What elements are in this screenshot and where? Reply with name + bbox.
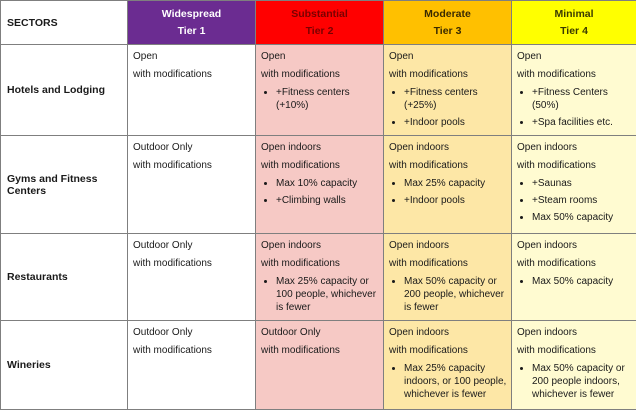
- tier-2-header: [256, 1, 384, 45]
- restriction-item: • Max 25% capacity indoors, or 100 people, whichever is fewer: [404, 362, 507, 401]
- tier-2-cell: [256, 321, 384, 410]
- restriction-item: • Max 25% capacity: [404, 177, 507, 190]
- tier-4-cell: [512, 234, 636, 321]
- sector-name: Restaurants: [1, 234, 128, 321]
- restriction-item: • Max 50% capacity: [532, 275, 632, 288]
- tier-1-cell: [128, 45, 256, 136]
- restriction-item: • +Fitness centers (+10%): [276, 86, 379, 112]
- status-line: with modifications: [517, 257, 632, 270]
- status-line: Open indoors: [261, 141, 379, 154]
- restriction-item: • Max 10% capacity: [276, 177, 379, 190]
- status-line: with modifications: [133, 68, 251, 81]
- tier-3-name: Moderate: [384, 6, 511, 23]
- status-line: Outdoor Only: [261, 326, 379, 339]
- status-line: with modifications: [261, 68, 379, 81]
- status-line: Open indoors: [389, 239, 507, 252]
- restriction-item: • Max 50% capacity: [532, 211, 632, 224]
- tier-3-cell: [384, 45, 512, 136]
- restriction-list: [517, 362, 632, 401]
- restriction-list: [517, 86, 632, 129]
- status-line: Open indoors: [517, 326, 632, 339]
- restriction-list: [389, 275, 507, 314]
- status-line: with modifications: [517, 159, 632, 172]
- table-row: [1, 321, 636, 410]
- tier-3-label: Tier 3: [384, 23, 511, 40]
- restriction-item: • +Saunas: [532, 177, 632, 190]
- status-line: with modifications: [133, 257, 251, 270]
- tier-1-cell: [128, 234, 256, 321]
- tier-1-name: Widespread: [128, 6, 255, 23]
- restriction-item: • Max 50% capacity or 200 people indoors, whichever is fewer: [532, 362, 632, 401]
- restriction-list: [261, 86, 379, 112]
- tier-4-cell: [512, 45, 636, 136]
- status-line: with modifications: [517, 344, 632, 357]
- restriction-list: [389, 177, 507, 207]
- status-line: with modifications: [517, 68, 632, 81]
- restriction-list: [261, 275, 379, 314]
- sector-name: Gyms and Fitness Centers: [1, 136, 128, 234]
- tier-2-name: Substantial: [256, 6, 383, 23]
- tier-4-cell: [512, 136, 636, 234]
- restriction-list: [389, 86, 507, 129]
- status-line: Outdoor Only: [133, 141, 251, 154]
- status-line: Open indoors: [517, 141, 632, 154]
- tier-1-label: Tier 1: [128, 23, 255, 40]
- status-line: with modifications: [389, 68, 507, 81]
- restriction-item: • Max 50% capacity or 200 people, whichever is fewer: [404, 275, 507, 314]
- sector-name: Hotels and Lodging: [1, 45, 128, 136]
- restriction-item: • +Climbing walls: [276, 194, 379, 207]
- tier-4-name: Minimal: [512, 6, 636, 23]
- tier-4-cell: [512, 321, 636, 410]
- tier-4-label: Tier 4: [512, 23, 636, 40]
- status-line: Open: [389, 50, 507, 63]
- tier-2-label: Tier 2: [256, 23, 383, 40]
- tier-3-cell: [384, 136, 512, 234]
- restriction-list: [389, 362, 507, 401]
- status-line: Open indoors: [517, 239, 632, 252]
- table-row: [1, 45, 636, 136]
- status-line: Outdoor Only: [133, 239, 251, 252]
- status-line: Open indoors: [389, 141, 507, 154]
- status-line: with modifications: [389, 344, 507, 357]
- status-line: Open: [517, 50, 632, 63]
- tier-4-header: [512, 1, 636, 45]
- restriction-item: • Max 25% capacity or 100 people, whichever is fewer: [276, 275, 379, 314]
- status-line: with modifications: [261, 344, 379, 357]
- restriction-item: • +Spa facilities etc.: [532, 116, 632, 129]
- sector-name: Wineries: [1, 321, 128, 410]
- status-line: with modifications: [261, 159, 379, 172]
- tier-1-header: [128, 1, 256, 45]
- status-line: Open: [133, 50, 251, 63]
- restriction-item: • +Fitness centers (+25%): [404, 86, 507, 112]
- status-line: Outdoor Only: [133, 326, 251, 339]
- restriction-item: • +Indoor pools: [404, 194, 507, 207]
- tier-2-cell: [256, 234, 384, 321]
- status-line: Open indoors: [261, 239, 379, 252]
- status-line: with modifications: [389, 257, 507, 270]
- tier-2-cell: [256, 136, 384, 234]
- tier-3-cell: [384, 234, 512, 321]
- restriction-item: • +Fitness Centers (50%): [532, 86, 632, 112]
- status-line: with modifications: [261, 257, 379, 270]
- table-row: [1, 234, 636, 321]
- restriction-list: [261, 177, 379, 207]
- sectors-header: SECTORS: [1, 1, 128, 45]
- status-line: with modifications: [133, 159, 251, 172]
- restriction-item: • +Steam rooms: [532, 194, 632, 207]
- tier-3-cell: [384, 321, 512, 410]
- status-line: with modifications: [389, 159, 507, 172]
- table-row: [1, 136, 636, 234]
- tier-3-header: [384, 1, 512, 45]
- tier-1-cell: [128, 136, 256, 234]
- restriction-item: • +Indoor pools: [404, 116, 507, 129]
- status-line: with modifications: [133, 344, 251, 357]
- restriction-list: [517, 177, 632, 224]
- tier-1-cell: [128, 321, 256, 410]
- restriction-list: [517, 275, 632, 288]
- tier-2-cell: [256, 45, 384, 136]
- status-line: Open indoors: [389, 326, 507, 339]
- status-line: Open: [261, 50, 379, 63]
